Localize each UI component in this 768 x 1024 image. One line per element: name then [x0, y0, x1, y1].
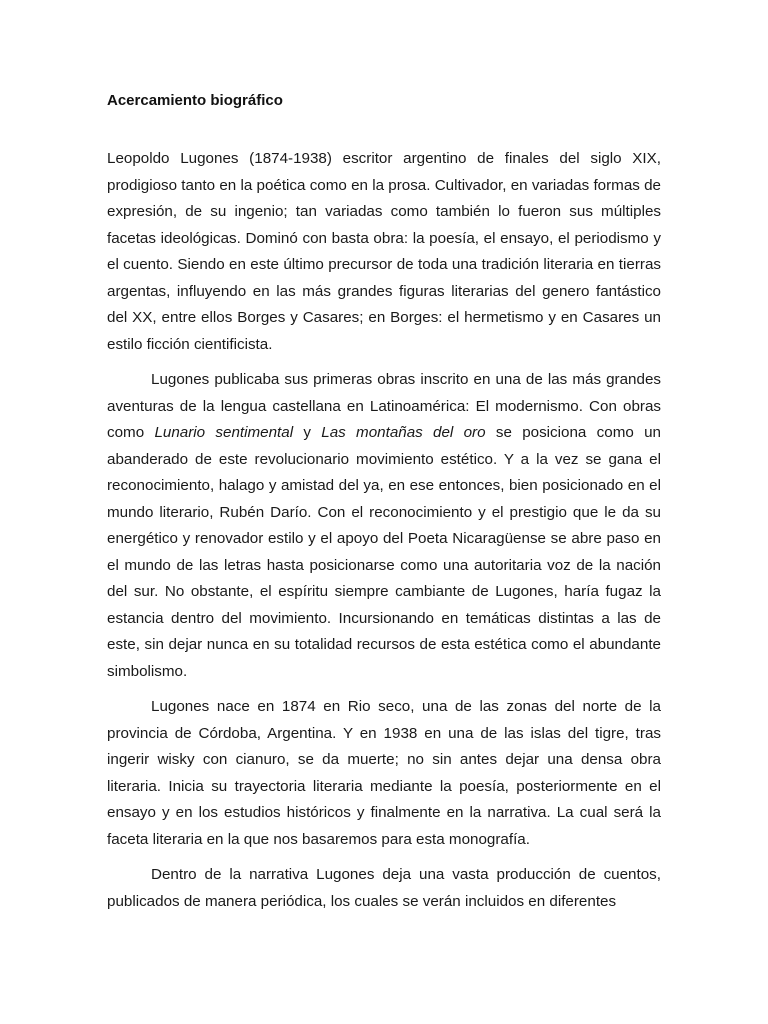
paragraph-2: [107, 367, 661, 685]
paragraph-1: Leopoldo Lugones (1874-1938) escritor argentino de finales del siglo XIX, prodigioso tanto en la poética como en la prosa. Cultivador, en variadas formas de expresión, de su ingenio; tan variadas como también lo fueron sus múltiples facetas ideológicas. Dominó con basta obra: la poesía, el ensayo, el periodismo y el cuento. Siendo en este último precursor de toda una tradición literaria en tierras argentas, influyendo en las más grandes figuras literarias del genero fantástico del XX, entre ellos Borges y Casares; en Borges: el hermetismo y en Casares un estilo ficción cientificista.: [107, 150, 661, 353]
paragraph-2-text-part-1: Lugones publicaba sus primeras obras inscrito en una de las más grandes aventuras de la lengua castellana en Latinoamérica: El modernismo. Con obras como: [107, 371, 661, 441]
paragraph-4: Dentro de la narrativa Lugones deja una vasta producción de cuentos, publicados de manera periódica, los cuales se verán incluidos en diferentes: [107, 866, 661, 910]
paragraph-2-text-part-2: y: [293, 424, 322, 441]
paragraph-2-text-part-3: se posiciona como un abanderado de este revolucionario movimiento estético. Y a la vez se gana el reconocimiento, halago y amistad del ya, en ese entonces, bien posicionado en el mundo literario, Rubén Darío. Con el reconocimiento y el prestigio que le da su energético y renovador estilo y el apoyo del Poeta Nicaragüense se abre paso en el mundo de las letras hasta posicionarse como una autoritaria voz de la nación del sur. No obstante, el espíritu siempre cambiante de Lugones, haría fugaz la estancia dentro del movimiento. Incursionando en temáticas distintas a las de este, sin dejar nunca en su totalidad recursos de esta estética como el abundante simbolismo.: [107, 424, 661, 680]
work-title-lunario-sentimental: Lunario sentimental: [154, 424, 294, 441]
document-body: [107, 146, 661, 924]
work-title-las-montanas-del-oro: Las montañas del oro: [321, 424, 486, 441]
document-title: Acercamiento biográfico: [107, 92, 283, 109]
paragraph-3: Lugones nace en 1874 en Rio seco, una de las zonas del norte de la provincia de Córdoba, Argentina. Y en 1938 en una de las islas del tigre, tras ingerir wisky con cianuro, se da muerte; no sin antes dejar una densa obra literaria. Inicia su trayectoria literaria mediante la poesía, posteriormente en el ensayo y en los estudios históricos y finalmente en la narrativa. La cual será la faceta literaria en la que nos basaremos para esta monografía.: [107, 698, 661, 848]
